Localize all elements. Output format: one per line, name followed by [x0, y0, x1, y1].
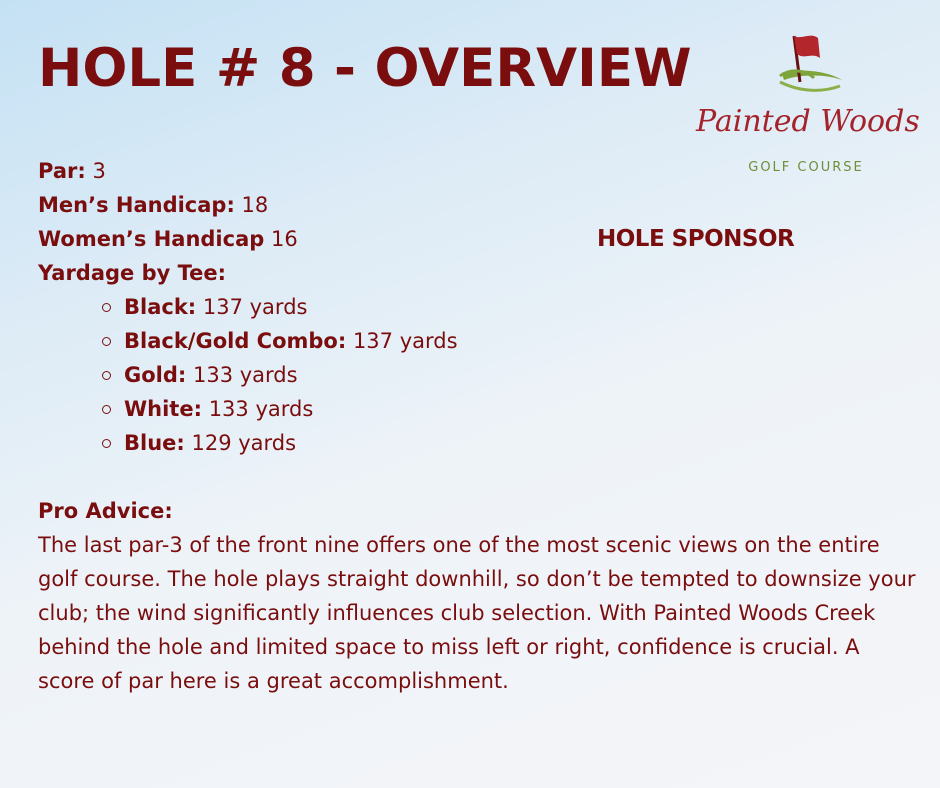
par-row — [38, 154, 458, 188]
pro-advice-label: Pro Advice: — [38, 499, 173, 523]
par-value: 3 — [92, 159, 106, 183]
list-item — [102, 324, 458, 358]
womens-handicap-row — [38, 222, 458, 256]
yardage-heading — [38, 256, 458, 290]
yardage-label: Yardage by Tee: — [38, 261, 227, 285]
tee-yardage-list — [38, 290, 458, 460]
list-item — [102, 358, 458, 392]
logo-brand-text: Painted Woods — [696, 104, 920, 139]
womens-handicap-value: 16 — [270, 227, 298, 251]
circle-bullet-icon — [102, 405, 111, 414]
painted-woods-logo — [696, 30, 920, 180]
logo-subtitle: GOLF COURSE — [748, 160, 864, 175]
tee-yardage: 133 yards — [192, 363, 298, 387]
womens-handicap-label: Women’s Handicap — [38, 227, 265, 251]
tee-label: Black: — [124, 295, 197, 319]
tee-yardage: 129 yards — [191, 431, 297, 455]
pro-advice-section — [38, 494, 918, 698]
list-item — [102, 392, 458, 426]
mens-handicap-label: Men’s Handicap: — [38, 193, 235, 217]
tee-yardage: 137 yards — [202, 295, 308, 319]
circle-bullet-icon — [102, 371, 111, 380]
par-label: Par: — [38, 159, 86, 183]
hole-sponsor-heading: HOLE SPONSOR — [597, 226, 795, 252]
pro-advice-text: The last par-3 of the front nine offers one of the most scenic views on the entire golf course. The hole plays straight downhill, so don’t be tempted to downsize your club; the wind significantly influences club selection. With Painted Woods Creek behind the hole and limited space to miss left or right, confidence is crucial. A score of par here is a great accomplishment. — [38, 533, 916, 693]
tee-label: Blue: — [124, 431, 185, 455]
tee-label: Black/Gold Combo: — [124, 329, 347, 353]
mens-handicap-value: 18 — [241, 193, 269, 217]
hole-stats — [38, 154, 458, 460]
circle-bullet-icon — [102, 337, 111, 346]
tee-yardage: 133 yards — [208, 397, 314, 421]
tee-label: Gold: — [124, 363, 187, 387]
circle-bullet-icon — [102, 303, 111, 312]
page-title: HOLE # 8 - OVERVIEW — [38, 38, 692, 99]
mens-handicap-row — [38, 188, 458, 222]
list-item — [102, 426, 458, 460]
golf-flag-icon — [766, 30, 846, 102]
list-item — [102, 290, 458, 324]
circle-bullet-icon — [102, 439, 111, 448]
tee-yardage: 137 yards — [352, 329, 458, 353]
tee-label: White: — [124, 397, 202, 421]
